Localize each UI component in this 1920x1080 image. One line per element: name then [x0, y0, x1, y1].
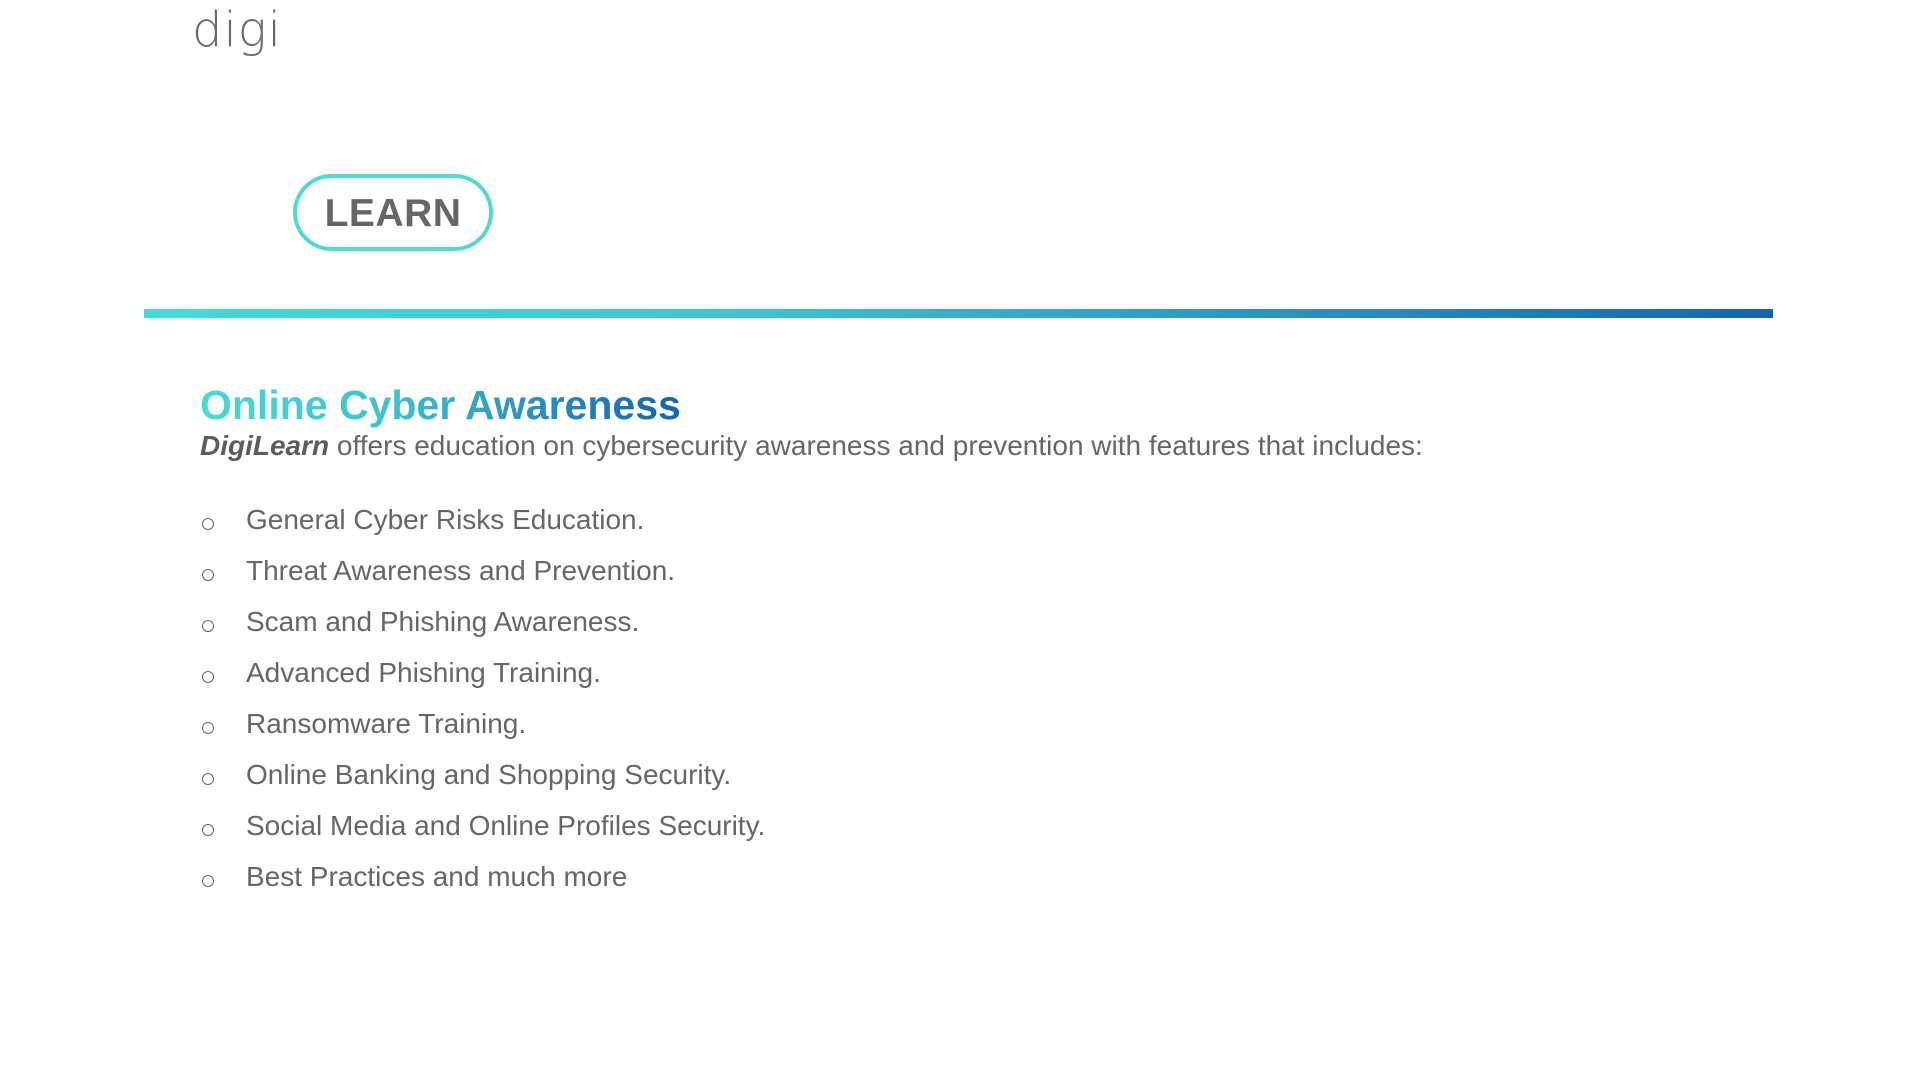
circle-bullet-icon [202, 671, 214, 683]
circle-bullet-icon [202, 569, 214, 581]
page-title: Online Cyber Awareness [200, 382, 681, 428]
circle-bullet-icon [202, 824, 214, 836]
list-item-label: Social Media and Online Profiles Security. [246, 810, 766, 841]
list-item [200, 851, 1700, 902]
logo-badge-text: LEARN [324, 192, 462, 235]
circle-bullet-icon [202, 620, 214, 632]
list-item [200, 596, 1700, 647]
subtitle-brand: DigiLearn [200, 430, 330, 461]
list-item-label: General Cyber Risks Education. [246, 504, 645, 535]
list-item [200, 494, 1700, 545]
list-item-label: Online Banking and Shopping Security. [246, 759, 732, 790]
circle-bullet-icon [202, 875, 214, 887]
logo-prefix: digi [192, 2, 282, 58]
digilearn-logo [190, 2, 510, 262]
list-item [200, 647, 1700, 698]
feature-list [200, 494, 1700, 902]
logo-badge [293, 174, 493, 251]
list-item [200, 698, 1700, 749]
main-content [200, 380, 1700, 902]
list-item-label: Threat Awareness and Prevention. [246, 555, 676, 586]
list-item [200, 800, 1700, 851]
list-item-label: Best Practices and much more [246, 861, 628, 892]
list-item-label: Ransomware Training. [246, 708, 527, 739]
list-item [200, 545, 1700, 596]
list-item-label: Scam and Phishing Awareness. [246, 606, 640, 637]
circle-bullet-icon [202, 722, 214, 734]
circle-bullet-icon [202, 773, 214, 785]
subtitle-text: offers education on cybersecurity awareness and prevention with features that includes: [329, 430, 1423, 461]
page-subtitle [200, 426, 1700, 466]
header-divider [144, 309, 1773, 318]
circle-bullet-icon [202, 518, 214, 530]
list-item [200, 749, 1700, 800]
list-item-label: Advanced Phishing Training. [246, 657, 601, 688]
